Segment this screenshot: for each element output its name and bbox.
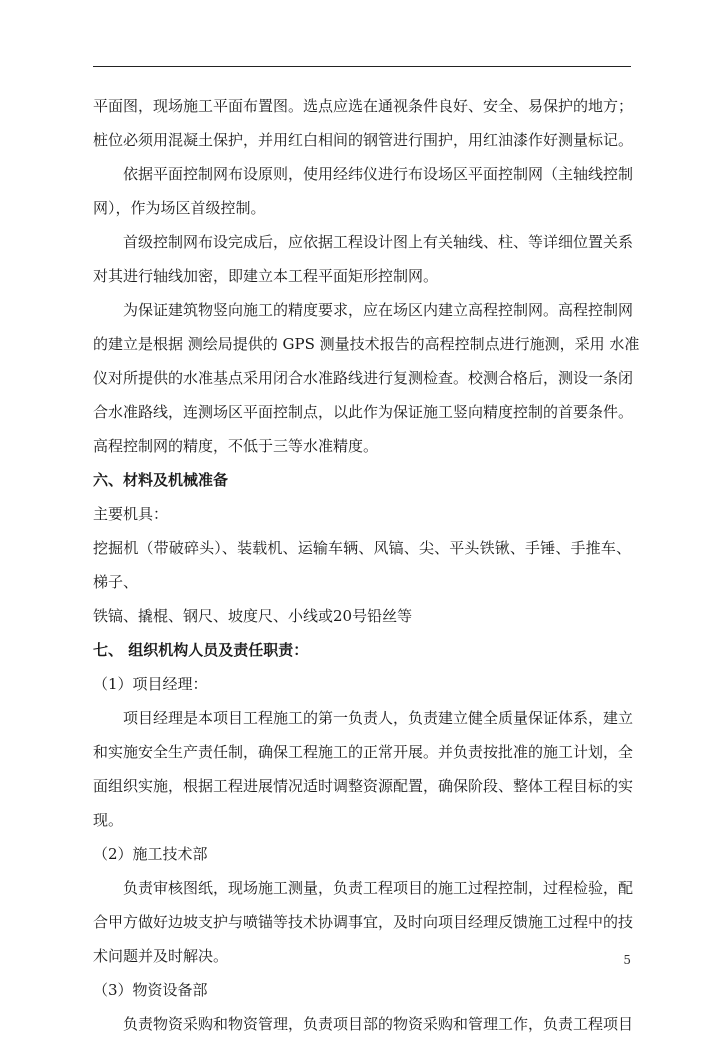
text-line: 铁镐、撬棍、钢尺、坡度尺、小线或20号铅丝等 — [93, 607, 413, 625]
text-line: 网），作为场区首级控制。 — [93, 199, 266, 217]
text-line: 依据平面控制网布设原则，使用经纬仪进行布设场区平面控制网（主轴线控制 — [123, 165, 634, 183]
text-line: 合甲方做好边坡支护与喷锚等技术协调事宜，及时向项目经理反馈施工过程中的技 — [93, 913, 634, 931]
text-line: 负责审核图纸，现场施工测量，负责工程项目的施工过程控制，过程检验，配 — [123, 879, 634, 897]
subsection-heading: （3）物资设备部 — [93, 981, 208, 999]
text-line: 对其进行轴线加密，即建立本工程平面矩形控制网。 — [93, 267, 439, 285]
text-line: 负责物资采购和物资管理，负责项目部的物资采购和管理工作，负责工程项目 — [123, 1015, 634, 1033]
subsection-heading: （1）项目经理： — [93, 675, 208, 693]
header-rule — [93, 66, 631, 67]
text-line: 合水准路线，连测场区平面控制点，以此作为保证施工竖向精度控制的首要条件。 — [93, 403, 634, 421]
text-line: 仪对所提供的水准基点采用闭合水准路线进行复测检查。校测合格后，测设一条闭 — [93, 369, 634, 387]
text-line: 术问题并及时解决。 — [93, 947, 229, 965]
text-line: 挖掘机（带破碎头）、装载机、运输车辆、风镐、尖、平头铁锹、手锤、手推车、 — [93, 539, 631, 557]
text-line: 平面图，现场施工平面布置图。选点应选在通视条件良好、安全、易保护的地方； — [93, 97, 634, 115]
text-line: 首级控制网布设完成后，应依据工程设计图上有关轴线、柱、等详细位置关系 — [123, 233, 634, 251]
section-heading-materials: 六、材料及机械准备 — [93, 471, 229, 489]
text-line: 主要机具： — [93, 505, 169, 523]
subsection-heading: （2）施工技术部 — [93, 845, 208, 863]
document-body — [93, 89, 640, 1041]
text-line: 为保证建筑物竖向施工的精度要求，应在场区内建立高程控制网。高程控制网 — [123, 301, 634, 319]
text-line: 面组织实施，根据工程进展情况适时调整资源配置，确保阶段、整体工程目标的实 — [93, 777, 634, 795]
text-line: 的建立是根据 测绘局提供的 GPS 测量技术报告的高程控制点进行施测，采用 水准 — [93, 335, 640, 353]
text-line: 和实施安全生产责任制，确保工程施工的正常开展。并负责按批准的施工计划，全 — [93, 743, 634, 761]
section-heading-organization: 七、 组织机构人员及责任职责： — [93, 641, 309, 659]
text-line: 梯子、 — [93, 573, 139, 591]
text-line: 现。 — [93, 811, 124, 829]
text-line: 桩位必须用混凝土保护，并用红白相间的钢管进行围护，用红油漆作好测量标记。 — [93, 131, 634, 149]
text-line: 高程控制网的精度，不低于三等水准精度。 — [93, 437, 379, 455]
text-line: 项目经理是本项目工程施工的第一负责人，负责建立健全质量保证体系，建立 — [123, 709, 634, 727]
page-number: 5 — [623, 953, 631, 967]
